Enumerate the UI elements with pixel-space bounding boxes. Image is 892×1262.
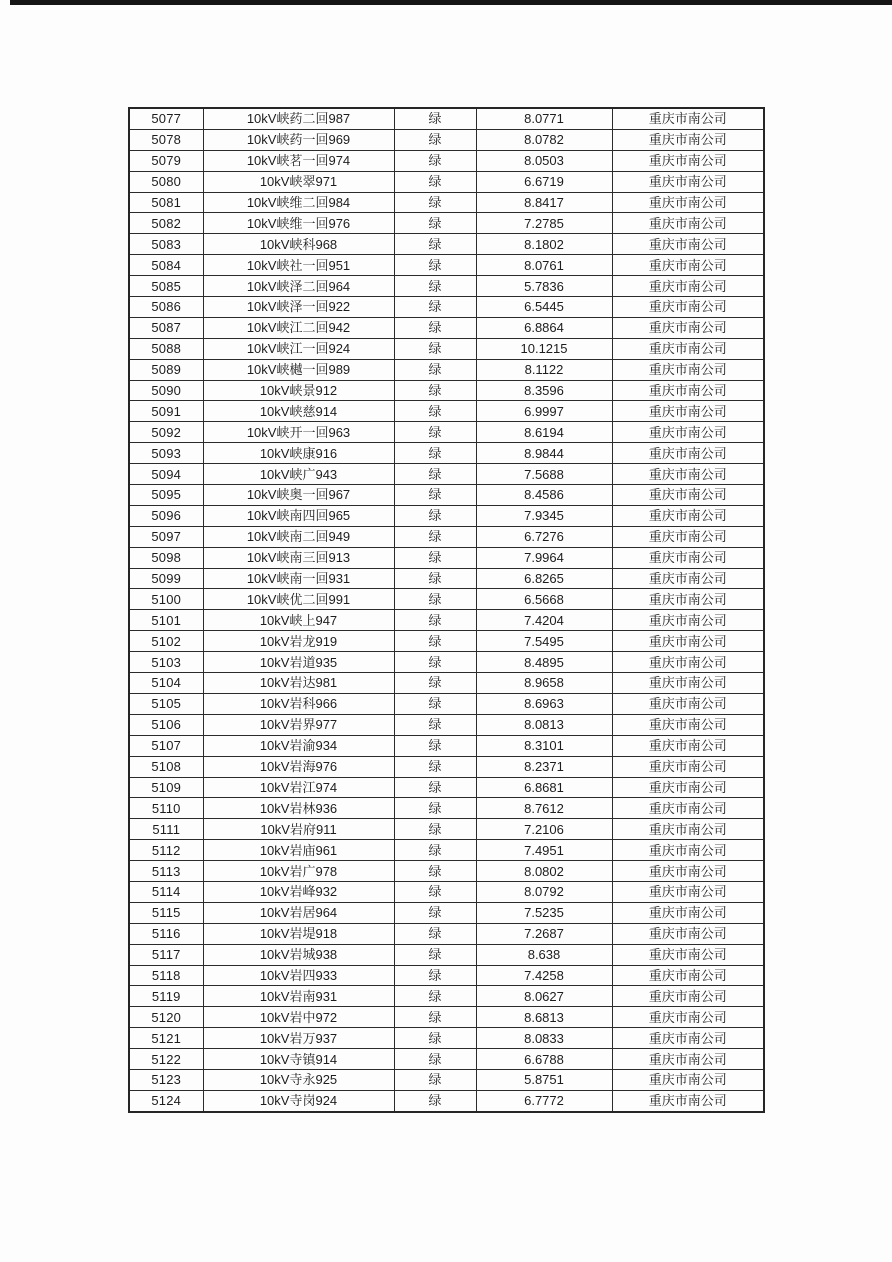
table-row [129, 150, 764, 171]
company-cell: 重庆市南公司 [612, 714, 764, 735]
feeder-table [128, 107, 765, 1113]
row-id-cell: 5087 [129, 317, 203, 338]
row-id-cell: 5090 [129, 380, 203, 401]
company-cell: 重庆市南公司 [612, 652, 764, 673]
row-id-cell: 5121 [129, 1028, 203, 1049]
feeder-name-cell: 10kV峡江二回942 [203, 317, 394, 338]
feeder-name-cell: 10kV岩中972 [203, 1007, 394, 1028]
row-id-cell: 5110 [129, 798, 203, 819]
status-cell: 绿 [394, 798, 476, 819]
status-cell: 绿 [394, 777, 476, 798]
value-cell: 5.7836 [476, 276, 612, 297]
company-cell: 重庆市南公司 [612, 944, 764, 965]
table-row [129, 631, 764, 652]
status-cell: 绿 [394, 610, 476, 631]
table-row [129, 861, 764, 882]
company-cell: 重庆市南公司 [612, 380, 764, 401]
row-id-cell: 5083 [129, 234, 203, 255]
feeder-name-cell: 10kV峡优二回991 [203, 589, 394, 610]
feeder-name-cell: 10kV岩广978 [203, 861, 394, 882]
row-id-cell: 5119 [129, 986, 203, 1007]
row-id-cell: 5097 [129, 526, 203, 547]
row-id-cell: 5096 [129, 505, 203, 526]
company-cell: 重庆市南公司 [612, 129, 764, 150]
table-row [129, 255, 764, 276]
table-row [129, 798, 764, 819]
table-row [129, 568, 764, 589]
feeder-name-cell: 10kV峡康916 [203, 443, 394, 464]
row-id-cell: 5093 [129, 443, 203, 464]
status-cell: 绿 [394, 422, 476, 443]
table-row [129, 129, 764, 150]
table-row [129, 819, 764, 840]
value-cell: 6.5668 [476, 589, 612, 610]
feeder-name-cell: 10kV岩居964 [203, 902, 394, 923]
value-cell: 8.6813 [476, 1007, 612, 1028]
row-id-cell: 5098 [129, 547, 203, 568]
table-row [129, 986, 764, 1007]
row-id-cell: 5120 [129, 1007, 203, 1028]
status-cell: 绿 [394, 150, 476, 171]
feeder-name-cell: 10kV岩万937 [203, 1028, 394, 1049]
value-cell: 8.9658 [476, 673, 612, 694]
status-cell: 绿 [394, 234, 476, 255]
company-cell: 重庆市南公司 [612, 589, 764, 610]
table-row [129, 589, 764, 610]
feeder-name-cell: 10kV岩界977 [203, 714, 394, 735]
row-id-cell: 5109 [129, 777, 203, 798]
table-row [129, 317, 764, 338]
table-row [129, 401, 764, 422]
company-cell: 重庆市南公司 [612, 819, 764, 840]
company-cell: 重庆市南公司 [612, 192, 764, 213]
company-cell: 重庆市南公司 [612, 756, 764, 777]
feeder-name-cell: 10kV岩庙961 [203, 840, 394, 861]
table-row [129, 777, 764, 798]
feeder-name-cell: 10kV峡社一回951 [203, 255, 394, 276]
row-id-cell: 5103 [129, 652, 203, 673]
value-cell: 6.9997 [476, 401, 612, 422]
value-cell: 7.4951 [476, 840, 612, 861]
feeder-name-cell: 10kV峡泽二回964 [203, 276, 394, 297]
status-cell: 绿 [394, 108, 476, 129]
table-row [129, 923, 764, 944]
company-cell: 重庆市南公司 [612, 505, 764, 526]
table-row [129, 526, 764, 547]
company-cell: 重庆市南公司 [612, 547, 764, 568]
company-cell: 重庆市南公司 [612, 1028, 764, 1049]
status-cell: 绿 [394, 297, 476, 318]
feeder-name-cell: 10kV峡茗一回974 [203, 150, 394, 171]
company-cell: 重庆市南公司 [612, 798, 764, 819]
feeder-name-cell: 10kV岩林936 [203, 798, 394, 819]
company-cell: 重庆市南公司 [612, 610, 764, 631]
table-row [129, 422, 764, 443]
table-row [129, 652, 764, 673]
company-cell: 重庆市南公司 [612, 276, 764, 297]
company-cell: 重庆市南公司 [612, 840, 764, 861]
table-row [129, 756, 764, 777]
table-row [129, 380, 764, 401]
status-cell: 绿 [394, 1069, 476, 1090]
value-cell: 6.5445 [476, 297, 612, 318]
status-cell: 绿 [394, 861, 476, 882]
feeder-name-cell: 10kV岩科966 [203, 693, 394, 714]
company-cell: 重庆市南公司 [612, 338, 764, 359]
feeder-name-cell: 10kV寺岗924 [203, 1090, 394, 1111]
status-cell: 绿 [394, 1090, 476, 1111]
feeder-name-cell: 10kV峡药二回987 [203, 108, 394, 129]
value-cell: 8.1802 [476, 234, 612, 255]
status-cell: 绿 [394, 359, 476, 380]
table-row [129, 192, 764, 213]
table-row [129, 1028, 764, 1049]
feeder-name-cell: 10kV岩达981 [203, 673, 394, 694]
company-cell: 重庆市南公司 [612, 171, 764, 192]
value-cell: 8.0761 [476, 255, 612, 276]
value-cell: 8.0627 [476, 986, 612, 1007]
row-id-cell: 5088 [129, 338, 203, 359]
feeder-name-cell: 10kV峡开一回963 [203, 422, 394, 443]
value-cell: 7.2785 [476, 213, 612, 234]
feeder-name-cell: 10kV寺永925 [203, 1069, 394, 1090]
feeder-name-cell: 10kV岩峰932 [203, 881, 394, 902]
status-cell: 绿 [394, 840, 476, 861]
status-cell: 绿 [394, 568, 476, 589]
feeder-name-cell: 10kV岩四933 [203, 965, 394, 986]
value-cell: 7.5495 [476, 631, 612, 652]
status-cell: 绿 [394, 276, 476, 297]
value-cell: 8.4586 [476, 485, 612, 506]
company-cell: 重庆市南公司 [612, 777, 764, 798]
status-cell: 绿 [394, 485, 476, 506]
feeder-name-cell: 10kV峡樾一回989 [203, 359, 394, 380]
row-id-cell: 5077 [129, 108, 203, 129]
value-cell: 7.2687 [476, 923, 612, 944]
value-cell: 8.9844 [476, 443, 612, 464]
value-cell: 8.0792 [476, 881, 612, 902]
company-cell: 重庆市南公司 [612, 631, 764, 652]
value-cell: 8.3101 [476, 735, 612, 756]
row-id-cell: 5107 [129, 735, 203, 756]
table-row [129, 297, 764, 318]
table-row [129, 610, 764, 631]
feeder-name-cell: 10kV岩府911 [203, 819, 394, 840]
value-cell: 7.2106 [476, 819, 612, 840]
table-row [129, 359, 764, 380]
row-id-cell: 5084 [129, 255, 203, 276]
status-cell: 绿 [394, 380, 476, 401]
feeder-name-cell: 10kV峡景912 [203, 380, 394, 401]
company-cell: 重庆市南公司 [612, 1007, 764, 1028]
table-row [129, 944, 764, 965]
status-cell: 绿 [394, 902, 476, 923]
value-cell: 7.4204 [476, 610, 612, 631]
company-cell: 重庆市南公司 [612, 213, 764, 234]
company-cell: 重庆市南公司 [612, 422, 764, 443]
company-cell: 重庆市南公司 [612, 861, 764, 882]
row-id-cell: 5102 [129, 631, 203, 652]
status-cell: 绿 [394, 589, 476, 610]
table-row [129, 965, 764, 986]
value-cell: 8.0782 [476, 129, 612, 150]
value-cell: 5.8751 [476, 1069, 612, 1090]
row-id-cell: 5123 [129, 1069, 203, 1090]
value-cell: 8.2371 [476, 756, 612, 777]
feeder-name-cell: 10kV峡翠971 [203, 171, 394, 192]
feeder-name-cell: 10kV峡南四回965 [203, 505, 394, 526]
feeder-name-cell: 10kV峡维二回984 [203, 192, 394, 213]
row-id-cell: 5091 [129, 401, 203, 422]
value-cell: 8.3596 [476, 380, 612, 401]
value-cell: 6.6788 [476, 1049, 612, 1070]
value-cell: 8.6194 [476, 422, 612, 443]
status-cell: 绿 [394, 129, 476, 150]
feeder-name-cell: 10kV岩渝934 [203, 735, 394, 756]
status-cell: 绿 [394, 1049, 476, 1070]
row-id-cell: 5116 [129, 923, 203, 944]
feeder-table-body [129, 108, 764, 1112]
company-cell: 重庆市南公司 [612, 1049, 764, 1070]
status-cell: 绿 [394, 693, 476, 714]
status-cell: 绿 [394, 986, 476, 1007]
row-id-cell: 5122 [129, 1049, 203, 1070]
company-cell: 重庆市南公司 [612, 443, 764, 464]
feeder-name-cell: 10kV岩南931 [203, 986, 394, 1007]
table-row [129, 234, 764, 255]
feeder-name-cell: 10kV岩堤918 [203, 923, 394, 944]
value-cell: 7.4258 [476, 965, 612, 986]
table-row [129, 171, 764, 192]
row-id-cell: 5105 [129, 693, 203, 714]
row-id-cell: 5115 [129, 902, 203, 923]
table-row [129, 902, 764, 923]
company-cell: 重庆市南公司 [612, 902, 764, 923]
table-row [129, 276, 764, 297]
row-id-cell: 5094 [129, 464, 203, 485]
row-id-cell: 5089 [129, 359, 203, 380]
company-cell: 重庆市南公司 [612, 234, 764, 255]
value-cell: 6.7276 [476, 526, 612, 547]
company-cell: 重庆市南公司 [612, 735, 764, 756]
table-row [129, 1069, 764, 1090]
feeder-name-cell: 10kV峡慈914 [203, 401, 394, 422]
status-cell: 绿 [394, 443, 476, 464]
feeder-name-cell: 10kV峡江一回924 [203, 338, 394, 359]
status-cell: 绿 [394, 735, 476, 756]
status-cell: 绿 [394, 631, 476, 652]
row-id-cell: 5078 [129, 129, 203, 150]
status-cell: 绿 [394, 819, 476, 840]
table-row [129, 443, 764, 464]
table-row [129, 213, 764, 234]
status-cell: 绿 [394, 171, 476, 192]
table-row [129, 1007, 764, 1028]
status-cell: 绿 [394, 338, 476, 359]
feeder-name-cell: 10kV峡泽一回922 [203, 297, 394, 318]
company-cell: 重庆市南公司 [612, 485, 764, 506]
status-cell: 绿 [394, 464, 476, 485]
status-cell: 绿 [394, 1028, 476, 1049]
row-id-cell: 5079 [129, 150, 203, 171]
row-id-cell: 5113 [129, 861, 203, 882]
feeder-name-cell: 10kV寺镇914 [203, 1049, 394, 1070]
table-row [129, 1049, 764, 1070]
feeder-name-cell: 10kV峡药一回969 [203, 129, 394, 150]
row-id-cell: 5092 [129, 422, 203, 443]
row-id-cell: 5095 [129, 485, 203, 506]
feeder-name-cell: 10kV峡南三回913 [203, 547, 394, 568]
company-cell: 重庆市南公司 [612, 965, 764, 986]
table-row [129, 673, 764, 694]
value-cell: 7.9345 [476, 505, 612, 526]
table-row [129, 505, 764, 526]
row-id-cell: 5114 [129, 881, 203, 902]
table-row [129, 693, 764, 714]
value-cell: 7.5235 [476, 902, 612, 923]
status-cell: 绿 [394, 673, 476, 694]
status-cell: 绿 [394, 756, 476, 777]
company-cell: 重庆市南公司 [612, 297, 764, 318]
company-cell: 重庆市南公司 [612, 526, 764, 547]
company-cell: 重庆市南公司 [612, 568, 764, 589]
company-cell: 重庆市南公司 [612, 150, 764, 171]
company-cell: 重庆市南公司 [612, 401, 764, 422]
status-cell: 绿 [394, 505, 476, 526]
value-cell: 8.4895 [476, 652, 612, 673]
value-cell: 10.1215 [476, 338, 612, 359]
row-id-cell: 5080 [129, 171, 203, 192]
feeder-name-cell: 10kV岩城938 [203, 944, 394, 965]
feeder-name-cell: 10kV峡南一回931 [203, 568, 394, 589]
value-cell: 8.8417 [476, 192, 612, 213]
feeder-name-cell: 10kV峡维一回976 [203, 213, 394, 234]
feeder-name-cell: 10kV峡广943 [203, 464, 394, 485]
status-cell: 绿 [394, 881, 476, 902]
company-cell: 重庆市南公司 [612, 108, 764, 129]
table-row [129, 464, 764, 485]
table-row [129, 735, 764, 756]
company-cell: 重庆市南公司 [612, 1090, 764, 1111]
table-row [129, 547, 764, 568]
feeder-name-cell: 10kV峡奥一回967 [203, 485, 394, 506]
value-cell: 6.8681 [476, 777, 612, 798]
feeder-name-cell: 10kV岩道935 [203, 652, 394, 673]
status-cell: 绿 [394, 547, 476, 568]
status-cell: 绿 [394, 401, 476, 422]
feeder-name-cell: 10kV岩海976 [203, 756, 394, 777]
value-cell: 8.6963 [476, 693, 612, 714]
status-cell: 绿 [394, 714, 476, 735]
row-id-cell: 5124 [129, 1090, 203, 1111]
company-cell: 重庆市南公司 [612, 255, 764, 276]
status-cell: 绿 [394, 652, 476, 673]
row-id-cell: 5100 [129, 589, 203, 610]
company-cell: 重庆市南公司 [612, 923, 764, 944]
status-cell: 绿 [394, 923, 476, 944]
company-cell: 重庆市南公司 [612, 464, 764, 485]
row-id-cell: 5099 [129, 568, 203, 589]
status-cell: 绿 [394, 213, 476, 234]
row-id-cell: 5111 [129, 819, 203, 840]
status-cell: 绿 [394, 526, 476, 547]
status-cell: 绿 [394, 317, 476, 338]
table-row [129, 338, 764, 359]
company-cell: 重庆市南公司 [612, 881, 764, 902]
company-cell: 重庆市南公司 [612, 359, 764, 380]
row-id-cell: 5085 [129, 276, 203, 297]
status-cell: 绿 [394, 1007, 476, 1028]
top-black-bar [10, 0, 892, 5]
company-cell: 重庆市南公司 [612, 673, 764, 694]
feeder-name-cell: 10kV峡南二回949 [203, 526, 394, 547]
table-row [129, 108, 764, 129]
value-cell: 8.0802 [476, 861, 612, 882]
row-id-cell: 5106 [129, 714, 203, 735]
table-row [129, 881, 764, 902]
value-cell: 7.9964 [476, 547, 612, 568]
company-cell: 重庆市南公司 [612, 986, 764, 1007]
value-cell: 8.0771 [476, 108, 612, 129]
status-cell: 绿 [394, 965, 476, 986]
feeder-name-cell: 10kV岩江974 [203, 777, 394, 798]
company-cell: 重庆市南公司 [612, 317, 764, 338]
value-cell: 7.5688 [476, 464, 612, 485]
row-id-cell: 5081 [129, 192, 203, 213]
company-cell: 重庆市南公司 [612, 693, 764, 714]
value-cell: 6.8265 [476, 568, 612, 589]
value-cell: 6.6719 [476, 171, 612, 192]
row-id-cell: 5117 [129, 944, 203, 965]
feeder-name-cell: 10kV峡科968 [203, 234, 394, 255]
value-cell: 6.7772 [476, 1090, 612, 1111]
table-row [129, 485, 764, 506]
value-cell: 8.0833 [476, 1028, 612, 1049]
value-cell: 8.7612 [476, 798, 612, 819]
value-cell: 8.0503 [476, 150, 612, 171]
row-id-cell: 5101 [129, 610, 203, 631]
status-cell: 绿 [394, 192, 476, 213]
value-cell: 8.1122 [476, 359, 612, 380]
row-id-cell: 5082 [129, 213, 203, 234]
table-row [129, 714, 764, 735]
company-cell: 重庆市南公司 [612, 1069, 764, 1090]
feeder-name-cell: 10kV峡上947 [203, 610, 394, 631]
row-id-cell: 5108 [129, 756, 203, 777]
table-row [129, 1090, 764, 1111]
table-row [129, 840, 764, 861]
status-cell: 绿 [394, 944, 476, 965]
row-id-cell: 5086 [129, 297, 203, 318]
row-id-cell: 5112 [129, 840, 203, 861]
status-cell: 绿 [394, 255, 476, 276]
row-id-cell: 5104 [129, 673, 203, 694]
value-cell: 6.8864 [476, 317, 612, 338]
value-cell: 8.0813 [476, 714, 612, 735]
row-id-cell: 5118 [129, 965, 203, 986]
value-cell: 8.638 [476, 944, 612, 965]
feeder-name-cell: 10kV岩龙919 [203, 631, 394, 652]
